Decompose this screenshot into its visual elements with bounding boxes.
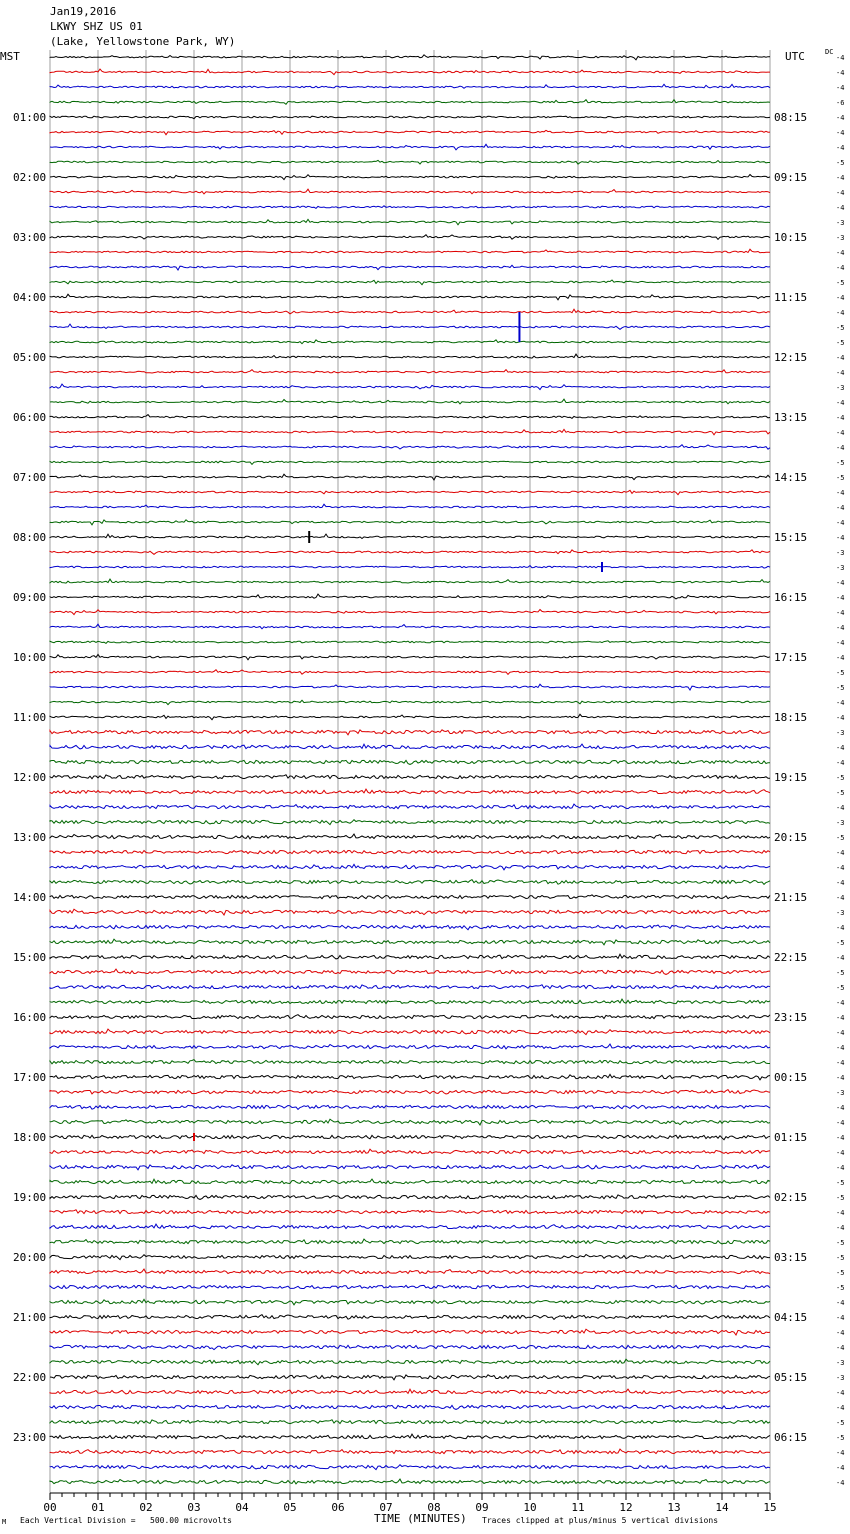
dc-offset-label: -5 bbox=[836, 1194, 845, 1202]
left-hour-label: 15:00 bbox=[13, 951, 47, 964]
dc-offset-label: -4 bbox=[836, 144, 845, 152]
x-tick-label: 13 bbox=[667, 1501, 681, 1514]
trace-line bbox=[50, 309, 770, 314]
trace-line bbox=[50, 520, 770, 525]
dc-offset-label: -4 bbox=[836, 924, 845, 932]
dc-offset-label: -5 bbox=[836, 1284, 845, 1292]
dc-offset-label: -4 bbox=[836, 504, 845, 512]
trace-line bbox=[50, 1315, 770, 1320]
dc-offset-label: -5 bbox=[836, 969, 845, 977]
trace-line bbox=[50, 1329, 770, 1335]
trace-line bbox=[50, 474, 770, 480]
dc-offset-label: -4 bbox=[836, 1224, 845, 1232]
trace-line bbox=[50, 324, 770, 329]
trace-line bbox=[50, 445, 770, 450]
trace-line bbox=[50, 340, 770, 344]
trace-line bbox=[50, 1149, 770, 1153]
dc-offset-label: -3 bbox=[836, 564, 845, 572]
right-hour-label: 20:15 bbox=[774, 831, 808, 844]
left-hour-label: 17:00 bbox=[13, 1071, 47, 1084]
trace-line bbox=[50, 789, 770, 794]
right-timezone-label: UTC bbox=[785, 50, 805, 63]
dc-offset-label: -4 bbox=[836, 414, 845, 422]
trace-line bbox=[50, 490, 770, 494]
footer-mark: M bbox=[2, 1518, 7, 1526]
dc-offset-label: -4 bbox=[836, 879, 845, 887]
left-hour-label: 03:00 bbox=[13, 231, 47, 244]
dc-offset-label: -3 bbox=[836, 1359, 845, 1367]
dc-offset-label: -4 bbox=[836, 519, 845, 527]
trace-line bbox=[50, 1044, 770, 1049]
trace-line bbox=[50, 461, 770, 464]
right-hour-label: 11:15 bbox=[774, 291, 808, 304]
trace-line bbox=[50, 219, 770, 224]
x-tick-label: 06 bbox=[331, 1501, 345, 1514]
x-tick-label: 11 bbox=[571, 1501, 585, 1514]
dc-offset-label: -5 bbox=[836, 279, 845, 287]
dc-offset-label: -3 bbox=[836, 219, 845, 227]
trace-line bbox=[50, 130, 770, 134]
trace-line bbox=[50, 760, 770, 764]
left-hour-label: 18:00 bbox=[13, 1131, 47, 1144]
dc-offset-label: -5 bbox=[836, 789, 845, 797]
dc-offset-label: -4 bbox=[836, 609, 845, 617]
dc-offset-label: -4 bbox=[836, 1149, 845, 1157]
dc-offset-label: -3 bbox=[836, 1089, 845, 1097]
trace-line bbox=[50, 1105, 770, 1109]
trace-line bbox=[50, 1269, 770, 1274]
trace-line bbox=[50, 235, 770, 240]
dc-offset-label: -4 bbox=[836, 579, 845, 587]
dc-offset-label: -4 bbox=[836, 849, 845, 857]
dc-offset-label: -6 bbox=[836, 99, 845, 107]
x-tick-label: 09 bbox=[475, 1501, 489, 1514]
right-hour-label: 15:15 bbox=[774, 531, 808, 544]
dc-offset-label: -4 bbox=[836, 1299, 845, 1307]
left-hour-label: 21:00 bbox=[13, 1311, 47, 1324]
dc-offset-label: -4 bbox=[836, 1104, 845, 1112]
scale-note: Each Vertical Division = 500.00 microvolts bbox=[20, 1516, 232, 1525]
x-tick-label: 02 bbox=[139, 1501, 153, 1514]
x-axis-title: TIME (MINUTES) bbox=[374, 1512, 467, 1525]
right-hour-label: 09:15 bbox=[774, 171, 808, 184]
header-location: (Lake, Yellowstone Park, WY) bbox=[50, 35, 236, 48]
dc-offset-label: -3 bbox=[836, 909, 845, 917]
dc-offset-label: -4 bbox=[836, 264, 845, 272]
right-hour-label: 05:15 bbox=[774, 1371, 808, 1384]
dc-offset-label: -4 bbox=[836, 954, 845, 962]
trace-line bbox=[50, 1255, 770, 1260]
trace-line bbox=[50, 1375, 770, 1380]
trace-line bbox=[50, 654, 770, 659]
trace-line bbox=[50, 954, 770, 959]
trace-line bbox=[50, 1479, 770, 1484]
left-hour-label: 01:00 bbox=[13, 111, 47, 124]
right-hour-label: 01:15 bbox=[774, 1131, 808, 1144]
trace-line bbox=[50, 69, 770, 75]
trace-line bbox=[50, 969, 770, 974]
dc-offset-label: -5 bbox=[836, 939, 845, 947]
left-hour-label: 16:00 bbox=[13, 1011, 47, 1024]
trace-line bbox=[50, 670, 770, 675]
trace-line bbox=[50, 1449, 770, 1454]
trace-line bbox=[50, 1465, 770, 1470]
trace-line bbox=[50, 116, 770, 119]
x-tick-label: 00 bbox=[43, 1501, 57, 1514]
x-tick-label: 15 bbox=[763, 1501, 777, 1514]
x-tick-label: 12 bbox=[619, 1501, 633, 1514]
trace-line bbox=[50, 249, 770, 253]
trace-line bbox=[50, 100, 770, 105]
right-hour-label: 18:15 bbox=[774, 711, 808, 724]
trace-line bbox=[50, 1405, 770, 1409]
trace-line bbox=[50, 850, 770, 853]
dc-offset-label: -4 bbox=[836, 249, 845, 257]
trace-line bbox=[50, 1119, 770, 1125]
left-hour-label: 11:00 bbox=[13, 711, 47, 724]
dc-offset-label: -4 bbox=[836, 1059, 845, 1067]
dc-offset-label: -4 bbox=[836, 399, 845, 407]
trace-line bbox=[50, 1029, 770, 1035]
trace-line bbox=[50, 1015, 770, 1019]
dc-offset-label: -4 bbox=[836, 1119, 845, 1127]
dc-offset-label: -4 bbox=[836, 114, 845, 122]
left-hour-label: 22:00 bbox=[13, 1371, 47, 1384]
trace-line bbox=[50, 1239, 770, 1244]
right-hour-label: 12:15 bbox=[774, 351, 808, 364]
dc-offset-label: -4 bbox=[836, 714, 845, 722]
left-hour-label: 05:00 bbox=[13, 351, 47, 364]
dc-offset-label: -4 bbox=[836, 84, 845, 92]
trace-line bbox=[50, 624, 770, 629]
dc-offset-label: -4 bbox=[836, 444, 845, 452]
dc-label: DC bbox=[825, 48, 834, 56]
trace-line bbox=[50, 714, 770, 720]
dc-offset-label: -5 bbox=[836, 1419, 845, 1427]
dc-offset-label: -4 bbox=[836, 174, 845, 182]
right-hour-label: 22:15 bbox=[774, 951, 808, 964]
left-hour-label: 02:00 bbox=[13, 171, 47, 184]
dc-offset-label: -5 bbox=[836, 684, 845, 692]
dc-offset-label: -5 bbox=[836, 984, 845, 992]
x-tick-label: 10 bbox=[523, 1501, 537, 1514]
left-hour-label: 13:00 bbox=[13, 831, 47, 844]
dc-offset-label: -5 bbox=[836, 834, 845, 842]
left-hour-label: 07:00 bbox=[13, 471, 47, 484]
dc-offset-label: -4 bbox=[836, 534, 845, 542]
dc-offset-label: -5 bbox=[836, 669, 845, 677]
dc-offset-label: -4 bbox=[836, 759, 845, 767]
trace-line bbox=[50, 1165, 770, 1170]
dc-offset-label: -4 bbox=[836, 1449, 845, 1457]
trace-line bbox=[50, 1299, 770, 1304]
dc-offset-label: -5 bbox=[836, 339, 845, 347]
trace-line bbox=[50, 144, 770, 150]
right-hour-label: 14:15 bbox=[774, 471, 808, 484]
dc-offset-label: -4 bbox=[836, 1464, 845, 1472]
dc-offset-label: -4 bbox=[836, 1044, 845, 1052]
trace-line bbox=[50, 880, 770, 885]
dc-offset-label: -4 bbox=[836, 429, 845, 437]
dc-offset-label: -4 bbox=[836, 894, 845, 902]
dc-offset-label: -4 bbox=[836, 1074, 845, 1082]
left-hour-label: 14:00 bbox=[13, 891, 47, 904]
trace-line bbox=[50, 354, 770, 358]
trace-line bbox=[50, 1135, 770, 1139]
trace-line bbox=[50, 909, 770, 915]
right-hour-label: 00:15 bbox=[774, 1071, 808, 1084]
trace-line bbox=[50, 384, 770, 390]
trace-line bbox=[50, 429, 770, 434]
trace-line bbox=[50, 265, 770, 270]
dc-offset-label: -3 bbox=[836, 819, 845, 827]
dc-offset-label: -4 bbox=[836, 1164, 845, 1172]
trace-line bbox=[50, 939, 770, 945]
dc-offset-label: -4 bbox=[836, 804, 845, 812]
x-tick-label: 01 bbox=[91, 1501, 105, 1514]
left-hour-label: 09:00 bbox=[13, 591, 47, 604]
dc-offset-label: -4 bbox=[836, 129, 845, 137]
dc-offset-label: -4 bbox=[836, 489, 845, 497]
right-hour-label: 03:15 bbox=[774, 1251, 808, 1264]
trace-line bbox=[50, 999, 770, 1004]
trace-line bbox=[50, 1359, 770, 1365]
trace-line bbox=[50, 834, 770, 839]
dc-offset-label: -4 bbox=[836, 54, 845, 62]
trace-line bbox=[50, 684, 770, 690]
dc-offset-label: -4 bbox=[836, 1134, 845, 1142]
right-hour-label: 23:15 bbox=[774, 1011, 808, 1024]
trace-line bbox=[50, 730, 770, 735]
trace-line bbox=[50, 1179, 770, 1184]
trace-line bbox=[50, 84, 770, 88]
dc-offset-label: -4 bbox=[836, 1404, 845, 1412]
left-hour-label: 04:00 bbox=[13, 291, 47, 304]
trace-line bbox=[50, 1090, 770, 1094]
trace-line bbox=[50, 566, 770, 569]
dc-offset-label: -4 bbox=[836, 1389, 845, 1397]
dc-offset-label: -3 bbox=[836, 234, 845, 242]
x-tick-label: 08 bbox=[427, 1501, 441, 1514]
x-tick-label: 05 bbox=[283, 1501, 297, 1514]
dc-offset-label: -4 bbox=[836, 189, 845, 197]
trace-line bbox=[50, 594, 770, 599]
dc-offset-label: -4 bbox=[836, 624, 845, 632]
trace-line bbox=[50, 775, 770, 779]
right-hour-label: 21:15 bbox=[774, 891, 808, 904]
trace-line bbox=[50, 820, 770, 825]
x-tick-label: 07 bbox=[379, 1501, 393, 1514]
trace-line bbox=[50, 985, 770, 989]
trace-line bbox=[50, 534, 770, 538]
trace-line bbox=[50, 370, 770, 373]
trace-line bbox=[50, 1060, 770, 1064]
dc-offset-label: -4 bbox=[836, 1209, 845, 1217]
dc-offset-label: -5 bbox=[836, 324, 845, 332]
trace-line bbox=[50, 1074, 770, 1079]
dc-offset-label: -5 bbox=[836, 1239, 845, 1247]
trace-line bbox=[50, 189, 770, 194]
trace-line bbox=[50, 160, 770, 164]
x-tick-label: 14 bbox=[715, 1501, 729, 1514]
left-hour-label: 10:00 bbox=[13, 651, 47, 664]
trace-line bbox=[50, 804, 770, 809]
trace-line bbox=[50, 1389, 770, 1394]
dc-offset-label: -4 bbox=[836, 369, 845, 377]
trace-line bbox=[50, 1434, 770, 1439]
left-hour-label: 08:00 bbox=[13, 531, 47, 544]
dc-offset-label: -4 bbox=[836, 1314, 845, 1322]
dc-offset-label: -5 bbox=[836, 1179, 845, 1187]
right-hour-label: 13:15 bbox=[774, 411, 808, 424]
right-hour-label: 06:15 bbox=[774, 1431, 808, 1444]
clip-note: Traces clipped at plus/minus 5 vertical divisions bbox=[482, 1516, 719, 1525]
trace-line bbox=[50, 1285, 770, 1288]
dc-offset-label: -4 bbox=[836, 1014, 845, 1022]
dc-offset-label: -4 bbox=[836, 309, 845, 317]
left-timezone-label: MST bbox=[0, 50, 20, 63]
dc-offset-label: -4 bbox=[836, 1329, 845, 1337]
trace-line bbox=[50, 579, 770, 583]
dc-offset-label: -5 bbox=[836, 1434, 845, 1442]
dc-offset-label: -5 bbox=[836, 159, 845, 167]
trace-line bbox=[50, 550, 770, 555]
dc-offset-label: -5 bbox=[836, 774, 845, 782]
dc-offset-label: -5 bbox=[836, 1269, 845, 1277]
left-hour-label: 12:00 bbox=[13, 771, 47, 784]
trace-line bbox=[50, 55, 770, 60]
trace-line bbox=[50, 294, 770, 300]
trace-line bbox=[50, 1224, 770, 1229]
dc-offset-label: -4 bbox=[836, 204, 845, 212]
x-tick-label: 04 bbox=[235, 1501, 249, 1514]
trace-line bbox=[50, 1195, 770, 1200]
right-hour-label: 02:15 bbox=[774, 1191, 808, 1204]
trace-line bbox=[50, 744, 770, 749]
header-date: Jan19,2016 bbox=[50, 5, 117, 18]
dc-offset-label: -3 bbox=[836, 549, 845, 557]
trace-line bbox=[50, 864, 770, 869]
trace-line bbox=[50, 415, 770, 419]
dc-offset-label: -5 bbox=[836, 459, 845, 467]
trace-line bbox=[50, 1420, 770, 1424]
right-hour-label: 17:15 bbox=[774, 651, 808, 664]
right-hour-label: 04:15 bbox=[774, 1311, 808, 1324]
left-hour-label: 06:00 bbox=[13, 411, 47, 424]
dc-offset-label: -4 bbox=[836, 654, 845, 662]
dc-offset-label: -4 bbox=[836, 1479, 845, 1487]
left-hour-label: 19:00 bbox=[13, 1191, 47, 1204]
dc-offset-label: -3 bbox=[836, 384, 845, 392]
trace-line bbox=[50, 280, 770, 285]
trace-line bbox=[50, 175, 770, 180]
right-hour-label: 16:15 bbox=[774, 591, 808, 604]
dc-offset-label: -5 bbox=[836, 474, 845, 482]
x-tick-label: 03 bbox=[187, 1501, 201, 1514]
right-hour-label: 10:15 bbox=[774, 231, 808, 244]
dc-offset-label: -4 bbox=[836, 594, 845, 602]
dc-offset-label: -3 bbox=[836, 1374, 845, 1382]
trace-line bbox=[50, 610, 770, 615]
dc-offset-label: -5 bbox=[836, 1254, 845, 1262]
trace-line bbox=[50, 641, 770, 644]
dc-offset-label: -4 bbox=[836, 1029, 845, 1037]
right-hour-label: 08:15 bbox=[774, 111, 808, 124]
dc-offset-label: -4 bbox=[836, 744, 845, 752]
left-hour-label: 23:00 bbox=[13, 1431, 47, 1444]
left-hour-label: 20:00 bbox=[13, 1251, 47, 1264]
right-hour-label: 19:15 bbox=[774, 771, 808, 784]
trace-line bbox=[50, 504, 770, 508]
dc-offset-label: -3 bbox=[836, 729, 845, 737]
trace-line bbox=[50, 206, 770, 209]
dc-offset-label: -4 bbox=[836, 699, 845, 707]
dc-offset-label: -4 bbox=[836, 864, 845, 872]
header-station: LKWY SHZ US 01 bbox=[50, 20, 143, 33]
dc-offset-label: -4 bbox=[836, 294, 845, 302]
dc-offset-label: -4 bbox=[836, 69, 845, 77]
trace-line bbox=[50, 925, 770, 930]
trace-line bbox=[50, 700, 770, 704]
trace-line bbox=[50, 1210, 770, 1214]
dc-offset-label: -4 bbox=[836, 999, 845, 1007]
trace-line bbox=[50, 399, 770, 404]
dc-offset-label: -4 bbox=[836, 1344, 845, 1352]
dc-offset-label: -4 bbox=[836, 639, 845, 647]
trace-line bbox=[50, 895, 770, 899]
dc-offset-label: -4 bbox=[836, 354, 845, 362]
trace-line bbox=[50, 1345, 770, 1349]
